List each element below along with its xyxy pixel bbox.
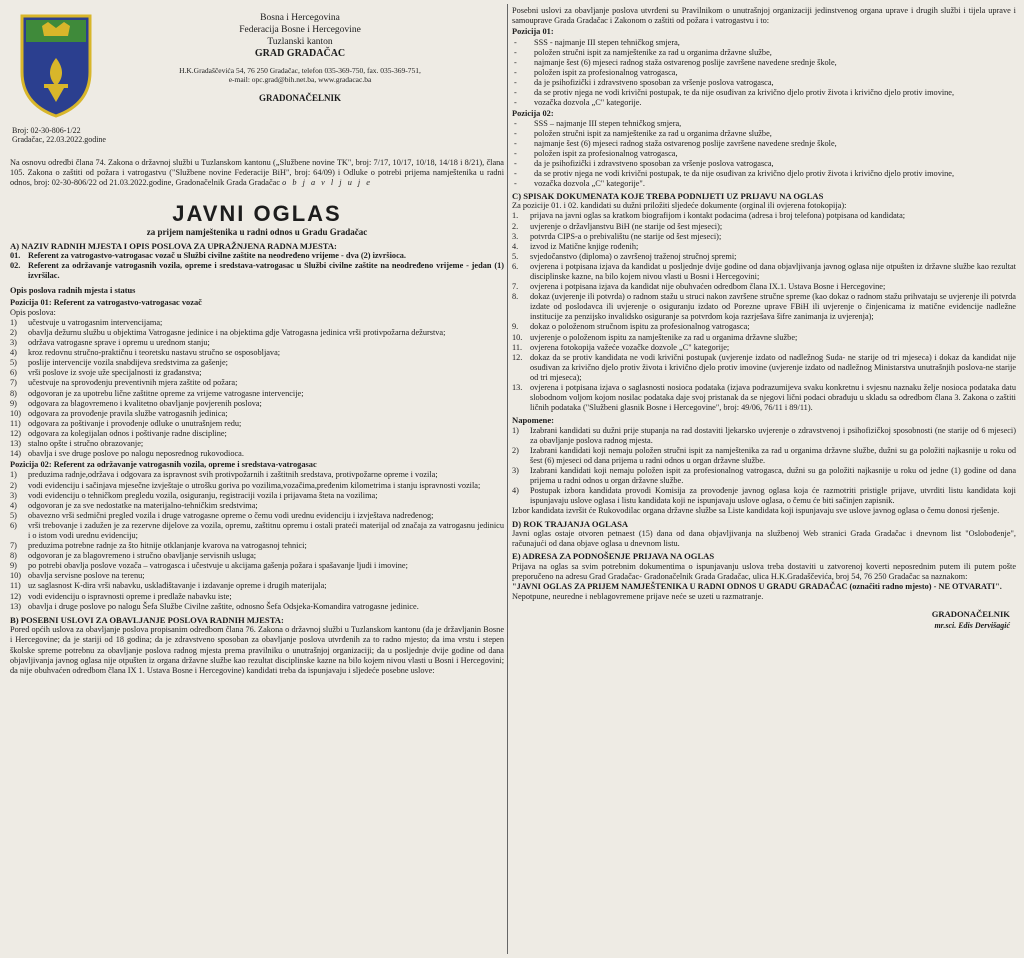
list-number: 4) [10,348,17,358]
list-item [10,399,504,409]
list-item [512,211,1016,221]
list-item [10,541,504,551]
list-number: 12. [512,352,523,362]
list-text: kroz redovnu stručno-praktičnu i teoretsku nastavu stručno se osposobljava; [28,348,281,358]
list-item [10,419,504,429]
list-number: 7) [10,378,17,388]
list-text: obavlja i sve druge poslove po nalogu neposrednog rukovodioca. [28,449,244,459]
federation-line: Federacija Bosne i Hercegovine [239,25,361,35]
list-item [10,348,504,358]
list-item [512,426,1016,446]
list-item [512,252,1016,262]
list-item: - najmanje šest (6) mjeseci radnog staža ostvarenog poslije završene navedene srednje škole, [512,139,1016,149]
list-text: odgovoran je za sve nedostatke na materijalno-tehničkim sredstvima; [28,500,258,510]
list-text: učestvuje na sprovođenju preventivnih mjera zaštite od požara; [28,378,238,388]
list-item [10,389,504,399]
list-text: vodi evidenciju i sačinjava mjesečne izvještaje o utrošku goriva po vozilima,vozačima,pređenim kilometrima i stanju ispravnosti vozila; [28,480,481,490]
list-item [10,470,504,480]
list-text: potvrda CIPS-a o prebivalištu (ne starije od šest mjeseci); [530,231,722,241]
envelope-marking: "JAVNI OGLAS ZA PRIJEM NAMJEŠTENIKA U RADNI ODNOS U GRADU GRADAČAC (označiti radno mjesto) - NE OTVARATI". [512,582,1002,592]
list-item [512,446,1016,466]
list-text: ovjerena i potpisana izjava o saglasnosti nosioca podataka (izjava podrazumijeva svaku konkretnu i svjesnu naznaku želje nosioca podataka datu slobodnom voljom kojom nosilac podataka daje svoj pristanak da se njegovi lični podaci obrađuju u skladu sa odredbom člana 3. Zakona o zaštiti ličnih podataka ("Službeni glasnik Bosne i Hercegovine", broj: 49/06, 76/11 i 89/11). [530,383,1016,413]
section-b-continuation: Posebni uslovi za obavljanje poslova utvrđeni su Pravilnikom o unutrašnjoj organizaciji jedinstvenog organa uprave i drugih službi i tijela uprave i samouprave Grada Gradačac i Zakonom o zaštiti od požara i vatrogastvu i to: [512,6,1016,26]
list-item: 02. Referent za održavanje vatrogasnih vozila, opreme i sredstava-vatrogasac u Službi civilne zaštite na neodređeno vrijeme - jedan (1) izvršilac. [10,261,504,281]
list-item [512,353,1016,383]
list-text: preduzima potrebne radnje za što hitnije otklanjanje kvarova na vatrogasnoj tehnici; [28,541,307,551]
reference-number: Broj: 02-30-806-1/22 [12,126,81,135]
list-item: - SSS – najmanje III stepen tehničkog smjera, [512,119,1016,129]
list-text: odgovoran je za blagovremeno i stručno obavljanje servisnih usluga; [28,551,257,561]
list-text: učestvuje u vatrogasnim intervencijama; [28,317,163,327]
list-item [10,481,504,491]
list-text: stalno opšte i stručno obrazovanje; [28,439,144,449]
positions-list [10,251,504,281]
list-item [512,486,1016,506]
country-line: Bosna i Hercegovina [260,13,340,23]
list-item [512,466,1016,486]
list-item: - položen stručni ispit za namještenike za rad u organima državne službe, [512,129,1016,139]
section-c-heading: C) SPISAK DOKUMENATA KOJE TREBA PODNIJETI UZ PRIJAVU NA OGLAS [512,190,824,201]
list-text: vrši trebovanje i zadužen je za rezervne dijelove za vozila, opremu, zaštitnu opremu i ostali prateći materijal od značaja za vatrogasnu jedinicu i o istom vodi urednu evidenciju; [28,520,504,540]
conditions-position-2 [512,119,1016,189]
conditions-position-1 [512,38,1016,108]
list-text: Postupak izbora kandidata provodi Komisija za provođenje javnog oglasa koja će razmotriti pristigle prijave, utvrditi listu kandidata koji ispunjavaju uslove oglasa i listu kandidata koji ne ispunjavaju uslove oglasa, o čemu će biti sačinjen zapisnik. [530,486,1016,506]
list-text: obavlja i druge poslove po nalogu Šefa Službe Civilne zaštite, odnosno Šefa Odsjeka-Komandira vatrogasne jedinice. [28,601,419,611]
announce-word: o b j a v l j u j e [282,178,372,188]
list-number: 2) [10,480,17,490]
list-text: poslije intervencije vozila snabdijeva sredstvima za gašenje; [28,358,228,368]
reference-date: Gradačac, 22.03.2022.godine [12,135,106,144]
position-1-heading: Pozicija 01: Referent za vatrogastvo-vatrogasac vozač [10,297,202,307]
documents-list [512,211,1016,413]
list-number: 1) [10,317,17,327]
list-text: Izabrani kandidati su dužni prije stupanja na rad dostaviti ljekarsko uvjerenje o zdravstvenoj i psihofizičkoj sposobnosti (ne starije od 6 mjeseci) za obavljanje poslova radnog mjesta. [530,425,1016,445]
notes-tail: Izbor kandidata izvršit će Rukovodilac organa državne službe sa Liste kandidata koji ispunjavaju sve uslove javnog oglasa o čemu donosi rješenje. [512,506,1000,516]
list-number: 5) [10,510,17,520]
list-text: održava vatrogasne sprave i opremu u urednom stanju; [28,338,210,348]
list-item [10,328,504,338]
list-item [10,409,504,419]
list-item [10,521,504,541]
letterhead-text [110,12,490,104]
reference-block [12,126,106,144]
list-item: - da je psihofizički i zdravstveno sposoban za vršenje poslova vatrogasca, [512,159,1016,169]
list-number: 2. [512,221,519,231]
city-name: GRAD GRADAČAC [254,48,346,59]
list-number: 6) [10,368,17,378]
list-number: 7) [10,541,17,551]
list-item: - da se protiv njega ne vodi krivični postupak, te da nije osuđivan za krivično djelo protiv života i krivično djelo protiv imovine, [512,169,1016,179]
list-number: 4. [512,241,519,251]
canton-line: Tuzlanski kanton [267,37,333,47]
section-e-text: Prijava na oglas sa svim potrebnim dokumentima o ispunjavanju uslova treba dostaviti u zatvorenoj koverti neposrednim putem ili putem pošte preporučeno na adresu Grad Gradačac- Gradonačelnik Grada Gradačac, ulica H.K.Gradaščevića, broj 54, 76 250 Gradačac sa naznakom: [512,561,1016,582]
list-number: 1) [512,425,519,435]
list-text: Izabrani kandidati koji nemaju položen ispit za profesionalnog vatrogasca, dužni su ga položiti najkasnije u roku od jedne (1) godine od dana prijema u radni odnos u organ državne službe. [530,466,1016,486]
section-d-heading: D) ROK TRAJANJA OGLASA [512,518,629,529]
list-number: 11) [10,418,21,428]
list-item [512,262,1016,282]
list-item [512,292,1016,322]
list-number: 3) [10,490,17,500]
list-item [512,232,1016,242]
list-item [10,571,504,581]
list-item: - SSS - najmanje III stepen tehničkog smjera, [512,38,1016,48]
list-item: - najmanje šest (6) mjeseci radnog staža ostvarenog poslije završene navedene srednje škole, [512,58,1016,68]
signature-name: mr.sci. Edis Dervišagić [934,620,1010,630]
list-number: 10) [10,571,22,581]
section-e-heading: E) ADRESA ZA PODNOŠENJE PRIJAVA NA OGLAS [512,551,715,562]
section-b-text: Pored općih uslova za obavljanje poslova propisanim odredbom člana 76. Zakona o državnoj službi u Tuzlanskom kantonu (da je državljanin Bosne i Hercegovine; da je stariji od 18 godina; da je zdravstveno sposoban za obavljanje poslova utvrđenih za to radno mjesto; da ima vrstu i stepen školske spreme potrebnu za obavljanje poslova radnog mjesta prema pravilniku o unutrašnjoj organizaciji; da u posljednje dvije godine od dana objavljivanja javnog oglasa nije otpušten iz organa državne službe kao rezultat disciplinske kazne na bilo kojem nivou vlasti u Bosni i Hercegovini; da nije obuhvaćen odredbom člana IX 1. Ustava Bosne i Hercegovine) kandidati treba da ispunjavaju i sljedeće posebne uslove: [10,625,504,675]
list-text: svjedočanstvo (diploma) o završenoj traženoj stručnoj spremi; [530,251,737,261]
list-item [512,343,1016,353]
list-number: 3) [512,466,519,476]
list-text: uz saglasnost K-dira vrši nabavku, usklađištavanje i izdavanje opreme i drugih materijala; [28,581,327,591]
list-item [512,333,1016,343]
list-item: - vozačka dozvola „C" kategorije". [512,179,1016,189]
office-title: GRADONAČELNIK [258,93,341,103]
signature-block [512,609,1016,631]
letterhead [10,6,504,156]
duties-label: Opis poslova: [10,307,56,317]
list-item [10,511,504,521]
list-item [10,358,504,368]
list-item [512,322,1016,332]
list-item [10,551,504,561]
notes-heading: Napomene: [512,415,555,426]
list-item: 01. Referent za vatrogastvo-vatrogasac vozač u Službi civilne zaštite na neodređeno vrijeme - dva (2) izvršioca. [10,251,406,261]
position-2-heading: Pozicija 02: Referent za održavanje vatrogasnih vozila, opreme i sredstava-vatrogasac [10,460,317,470]
list-text: dokaz da se protiv kandidata ne vodi krivični postupak (uvjerenje izdato od nadležnog Suda- ne starije od tri mjeseca) i dokaz da kandidat nije osuđivan za krivično djelo protiv života i krivično djelo protiv imovine (uvjerenje izdato od nadležnog Ministarstva unutrašnjih poslova-ne starije od tri mjeseca); [530,352,1016,382]
list-item [512,222,1016,232]
list-number: 8. [512,292,519,302]
list-item [10,491,504,501]
list-number: 12) [10,428,22,438]
list-text: odgovara za provođenje pravila službe vatrogasnih jedinica; [28,408,228,418]
list-number: 13. [512,383,523,393]
list-text: odgovara za poštivanje i provođenje odluke o unutrašnjem redu; [28,418,242,428]
left-column [10,6,504,954]
list-text: dokaz (uvjerenje ili potvrda) o radnom stažu u struci nakon završene stručne spreme (kao dokaz o radnom stažu prihvataju se uvjerenje ili potvrda izdate od poslodavca ili uvjerenje o osiguranju izdato od Porezne uprave FBiH ili uvjerenje o činjenicama iz matične evidencije nadležne institucije za penzijsko invalidsko osiguranje sa potvrdom koja razrješava šifre zanimanja iz uvjerenja); [530,292,1016,322]
list-text: odgovoran je za upotrebu lične zaštitne opreme za vrijeme vatrogasne intervencije; [28,388,304,398]
list-number: 2) [512,445,519,455]
list-number: 10) [10,408,22,418]
list-item [512,242,1016,252]
closing-note: Nepotpune, neuredne i neblagovremene prijave neće se uzeti u razmatranje. [512,592,764,602]
right-column [512,6,1016,954]
list-item: - vozačka dozvola „C" kategorije. [512,98,1016,108]
list-number: 5. [512,251,519,261]
list-item [10,561,504,571]
list-number: 11. [512,342,523,352]
list-number: 8) [10,388,17,398]
list-text: po potrebi obavlja poslove vozača – vatrogasca i učestvuje u akcijama gašenja požara i spašavanje ljudi i imovine; [28,561,408,571]
signature-role: GRADONAČELNIK [931,608,1010,619]
list-item [10,378,504,388]
list-item [10,368,504,378]
list-item: - položen ispit za profesionalnog vatrogasca, [512,68,1016,78]
email-line: e-mail: opc.grad@bih.net.ba, www.gradacac.ba [228,75,372,84]
list-item: - položen ispit za profesionalnog vatrogasca, [512,149,1016,159]
list-number: 9. [512,322,519,332]
list-text: vodi evidenciju o tehničkom pregledu vozila, osiguranju, registraciji vozila i prijavama šteta na vozilima; [28,490,378,500]
list-item: - položen stručni ispit za namještenike za rad u organima državne službe, [512,48,1016,58]
list-number: 7. [512,282,519,292]
list-number: 2) [10,328,17,337]
list-text: dokaz o položenom stručnom ispitu za profesionalnog vatrogasca; [530,322,750,332]
list-number: 3. [512,231,519,241]
list-number: 12) [10,591,22,601]
list-text: uvjerenje o položenom ispitu za namještenike za rad u organima državne službe; [530,332,798,342]
list-text: odgovara za kolegijalan odnos i poštivanje radne discipline; [28,428,227,438]
list-text: vrši poslove iz svoje uže specijalnosti iz građanstva; [28,368,202,378]
list-text: preduzima radnje,održava i odgovara za ispravnost svih protivpožarnih i zaštitnih sredstava, protivpožarne opreme i vozila; [28,470,438,480]
list-number: 6) [10,520,17,530]
list-item [10,501,504,511]
list-number: 1) [10,470,17,480]
list-text: ovjerena i potpisana izjava da kandidat nije obuhvaćen odredbom člana IX.1. Ustava Bosne i Hercegovine; [530,282,886,292]
list-text: izvod iz Matične knjige rođenih; [530,241,639,251]
ad-title: JAVNI OGLAS [172,200,342,226]
list-number: 3) [10,338,17,348]
list-item [512,383,1016,413]
list-number: 8) [10,551,17,561]
list-item: - da se protiv njega ne vodi krivični postupak, te da nije osuđivan za krivično djelo protiv života i krivično djelo protiv imovine, [512,88,1016,98]
notes-list [512,426,1016,507]
list-text: odgovara za blagovremeno i kvalitetno obavljanje povjerenih poslova; [28,398,262,408]
list-number: 4) [512,486,519,496]
position-1-duties [10,318,504,459]
list-number: 13) [10,439,22,449]
list-item [512,282,1016,292]
list-text: uvjerenje o državljanstvu BiH (ne starije od šest mjeseci); [530,221,723,231]
ad-subtitle: za prijem namještenika u radni odnos u Gradu Gradačac [146,226,368,237]
job-description-heading: Opis poslova radnih mjesta i status [10,286,136,296]
list-item [10,439,504,449]
list-text: ovjerena i potpisana izjava da kandidat u posljednje dvije godine od dana objavljivanja javnog oglasa nije otpušten iz državne službe kao rezultat disciplinske kazne, na bilo kojem nivou vlasti u Bosni i Hercegovini; [530,261,1016,281]
list-item [10,338,504,348]
list-number: 9) [10,398,17,408]
list-text: ovjerena fotokopija važeće vozačke dozvole „C" kategorije; [530,342,730,352]
list-number: 5) [10,358,17,368]
list-text: prijava na javni oglas sa kratkom biografijom i kontakt podacima (adresa i broj telefona) potpisana od kandidata; [530,211,906,221]
list-number: 4) [10,500,17,510]
list-number: 9) [10,561,17,571]
section-a-heading: A) NAZIV RADNIH MJESTA I OPIS POSLOVA ZA UPRAŽNJENA RADNA MJESTA: [10,240,337,251]
section-c-intro: Za pozicije 01. i 02. kandidati su dužni priložiti sljedeće dokumente (orginal ili ovjerena fotokopija): [512,201,847,211]
section-b-heading: B) POSEBNI USLOVI ZA OBAVLJANJE POSLOVA RADNIH MJESTA: [10,614,284,625]
list-text: obavlja servisne poslove na terenu; [28,571,145,581]
conditions-position-1-heading: Pozicija 01: [512,27,554,37]
section-d-text: Javni oglas ostaje otvoren petnaest (15) dana od dana objavljivanja na službenoj Web stranici Grada Gradačac i dnevnom list "Oslobođenje", računajući od dana objave oglasa u dnevnom listu. [512,529,1016,549]
list-item [10,602,504,612]
list-number: 14) [10,449,22,459]
list-text: obavezno vrši sedmični pregled vozila i druge vatrogasne opreme o čemu vodi urednu evidenciju i izvještava nadređenog; [28,510,434,520]
list-item [10,318,504,328]
list-item [10,592,504,602]
column-divider [507,4,508,954]
list-text: Izabrani kandidati koji nemaju položen stručni ispit za namještenika za rad u organima državne službe, dužni su ga položiti najkasnije u roku od šest (6) mjeseci od dana prijema u radni odnos u organ državne službe. [530,445,1016,465]
list-text: vodi evidenciju o ispravnosti opreme i predlaže nabavku iste; [28,591,232,601]
city-coat-of-arms-icon [18,12,94,118]
list-item [10,449,504,459]
list-text: obavlja dežurnu službu u objektima Vatrogasne jedinice i na objektima gdje Vatrogasna jedinica vrši protivpožarna dežurstva; [28,328,446,337]
list-number: 11) [10,581,21,591]
address-line: H.K.Gradaščevića 54, 76 250 Gradačac, telefon 035-369-750, fax. 035-369-751, [179,66,421,75]
conditions-position-2-heading: Pozicija 02: [512,108,554,118]
list-number: 6. [512,261,519,271]
legal-basis: Na osnovu odredbi člana 74. Zakona o državnoj službi u Tuzlanskom kantonu („Službene novine TK", broj: 7/17, 10/17, 10/18, 14/18 i 8/21), člana 105. Zakona o zaštiti od požara i vatrogastvu ("Službene novine Federacije BiH", broj: 64/09) i Odluke o potrebi prijema namještenika u radni odnos, broj: 02-30-806/22 od 21.03.2022.godine, Gradonačelnik Grada Gradačac o b j a v l j u j e [10,158,504,188]
list-item [10,581,504,591]
list-number: 10. [512,332,523,342]
list-item [10,429,504,439]
list-number: 13) [10,601,22,611]
position-2-duties [10,470,504,611]
list-item: - da je psihofizički i zdravstveno sposoban za vršenje poslova vatrogasca, [512,78,1016,88]
list-number: 1. [512,211,519,221]
